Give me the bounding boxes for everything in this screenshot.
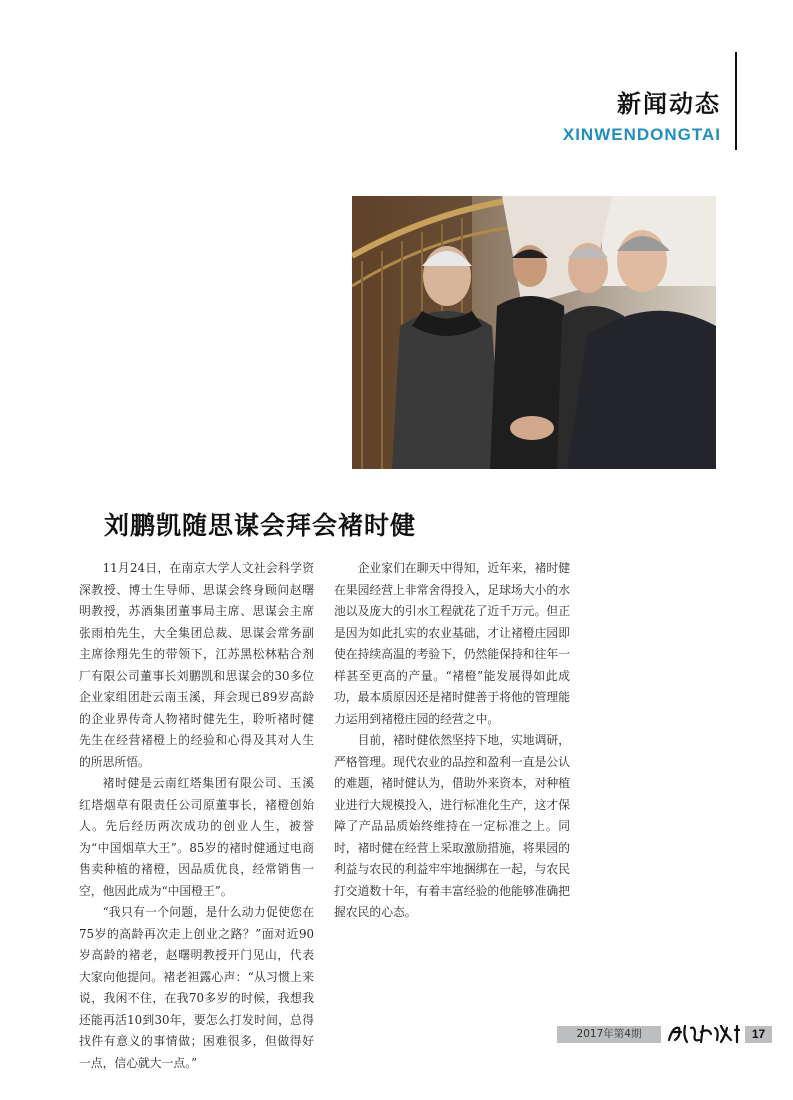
section-subtitle: XINWENDONGTAI — [562, 125, 721, 144]
article-column-right — [334, 558, 570, 924]
page-footer — [557, 1026, 772, 1043]
section-title: 新闻动态 — [617, 90, 721, 118]
paragraph: 11月24日，在南京大学人文社会科学资深教授、博士生导师、思谋会终身顾问赵曙明教授，苏酒集团董事局主席、思谋会主席张雨柏先生，大全集团总裁、思谋会常务副主席徐翔先生的带领下，江苏黑松林粘合剂厂有限公司董事长刘鹏凯和思谋会的30多位企业家组团赴云南玉溪，拜会现已89岁高龄的企业界传奇人物褚时健先生，聆听褚时健先生在经营褚橙上的经验和心得及其对人生的所思所悟。 — [79, 561, 314, 769]
issue-label: 2017年第4期 — [557, 1026, 661, 1043]
paragraph: 褚时健是云南红塔集团有限公司、玉溪红塔烟草有限责任公司原董事长，褚橙创始人。先后经历两次成功的创业人生，被誉为“中国烟草大王”。85岁的褚时健通过电商售卖种植的褚橙，因品质优良，经常销售一空，他因此成为“中国橙王”。 — [79, 776, 314, 898]
page-number: 17 — [745, 1026, 772, 1043]
magazine-logo — [665, 1022, 741, 1046]
article-column-left — [79, 558, 314, 1074]
section-divider — [735, 52, 737, 150]
article-photo — [352, 196, 716, 469]
section-header — [563, 84, 721, 145]
paragraph: 目前，褚时健依然坚持下地，实地调研，严格管理。现代农业的品控和盈利一直是公认的难题，褚时健认为，借助外来资本，对种植业进行大规模投入，进行标准化生产，这才保障了产品品质始终维持在一定标准之上。同时，褚时健在经营上采取激励措施，将果园的利益与农民的利益牢牢地捆绑在一起，与农民打交道数十年，有着丰富经验的他能够准确把握农民的心态。 — [334, 733, 570, 919]
paragraph: “我只有一个问题，是什么动力促使您在75岁的高龄再次走上创业之路？”面对近90岁高龄的褚老，赵曙明教授开门见山，代表大家向他提问。褚老袒露心声：“从习惯上来说，我闲不住，在我70多岁的时候，我想我还能再活10到30年，要怎么打发时间，总得找件有意义的事情做；困难很多，但做得好一点，信心就大一点。” — [79, 905, 314, 1070]
article-headline: 刘鹏凯随思谋会拜会褚时健 — [104, 511, 417, 540]
paragraph: 企业家们在聊天中得知，近年来，褚时健在果园经营上非常舍得投入，足球场大小的水池以及庞大的引水工程就花了近千万元。但正是因为如此扎实的农业基础，才让褚橙庄园即使在持续高温的考验下，仍然能保持和往年一样甚至更高的产量。“褚橙”能发展得如此成功，最本质原因还是褚时健善于将他的管理能力运用到褚橙庄园的经营之中。 — [334, 561, 570, 726]
